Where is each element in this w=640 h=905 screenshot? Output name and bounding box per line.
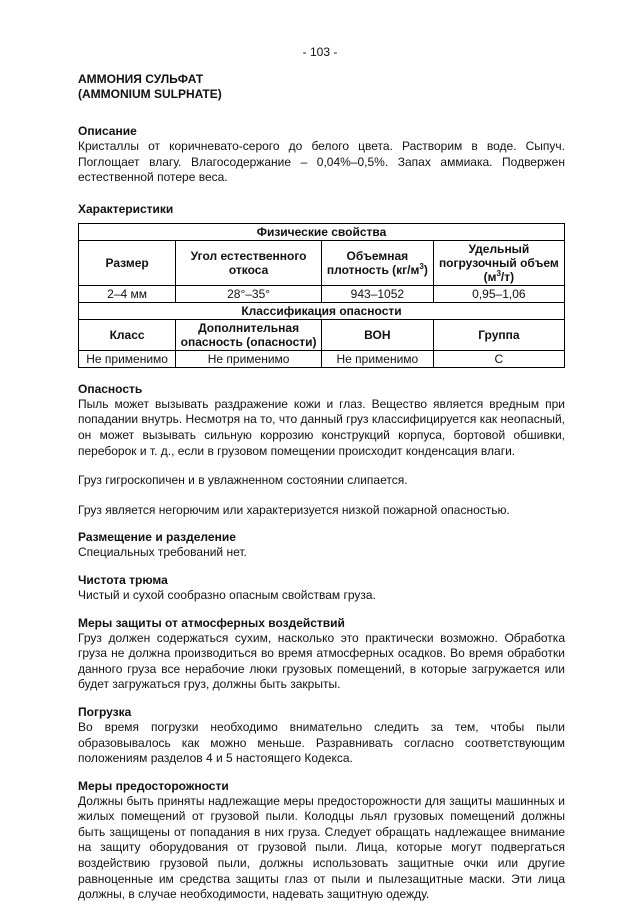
stowage-text: Специальных требований нет. bbox=[78, 545, 247, 560]
stowage-heading: Размещение и разделение bbox=[78, 530, 236, 545]
description-section bbox=[78, 124, 565, 186]
table-header: Дополнительная опасность (опасности) bbox=[176, 319, 322, 350]
table-cell: Не применимо bbox=[321, 350, 433, 367]
table-header: Удельный погрузочный объем $(м^3/т)$ bbox=[433, 240, 564, 285]
page-number: - 103 - bbox=[302, 45, 338, 59]
hazard-heading: Опасность bbox=[78, 381, 143, 396]
table-cell: Не применимо bbox=[79, 350, 176, 367]
table-header: Угол естественного откоса bbox=[176, 240, 322, 285]
cargo-title-english: (AMMONIUM SULPHATE) bbox=[78, 87, 222, 101]
table-header: ВОН bbox=[321, 319, 433, 350]
hazard-text: Груз является негорючим или характеризуется низкой пожарной опасностью. bbox=[78, 502, 510, 517]
table-cell: 2–4 мм bbox=[79, 285, 176, 302]
hazard-classification-title: Классификация опасности bbox=[79, 302, 565, 319]
precautions-heading: Меры предосторожности bbox=[78, 778, 229, 793]
hazard-text: Пыль может вызывать раздражение кожи и глаз. Вещество является вредным при попадании внутрь. Несмотря на то, что данный груз классифицируется как неопасный, он может вызывать сильную коррозию конструкций корпуса, бортовой обшивки, переборок и т. д., если в грузовом помещении происходит конденсация влаги. bbox=[78, 396, 565, 458]
weather-heading: Меры защиты от атмосферных воздействий bbox=[78, 615, 345, 630]
description-heading: Описание bbox=[78, 124, 137, 138]
hold-cleanliness-text: Чистый и сухой сообразно опасным свойствам груза. bbox=[78, 587, 376, 602]
hazard-text: Груз гигроскопичен и в увлажненном состоянии слипается. bbox=[78, 473, 408, 488]
precautions-section bbox=[78, 779, 565, 903]
stowage-section bbox=[78, 530, 565, 561]
characteristics-heading: Характеристики bbox=[78, 201, 174, 216]
table-cell: Не применимо bbox=[176, 350, 322, 367]
description-text: Кристаллы от коричневато-серого до белого цвета. Растворим в воде. Сыпуч. Поглощает влагу. Влагосодержание – 0,04%–0,5%. Запах аммиака. Подвержен естественной потере веса. bbox=[78, 139, 565, 185]
loading-text: Во время погрузки необходимо внимательно следить за тем, чтобы пыли образовывалось как можно меньше. Разравнивать согласно соответствующим положениям разделов 4 и 5 настоящего Кодекса. bbox=[78, 719, 565, 766]
table-header: Группа bbox=[433, 319, 564, 350]
loading-heading: Погрузка bbox=[78, 704, 132, 719]
table-header: Класс bbox=[79, 319, 176, 350]
characteristics-table bbox=[78, 223, 565, 368]
hold-cleanliness-section bbox=[78, 573, 565, 604]
document-body bbox=[78, 72, 565, 903]
table-header: Размер bbox=[79, 240, 176, 285]
weather-section bbox=[78, 616, 565, 693]
cargo-title: АММОНИЯ СУЛЬФАТ bbox=[78, 72, 204, 86]
table-cell: 943–1052 bbox=[321, 285, 433, 302]
table-cell: 28°–35° bbox=[176, 285, 322, 302]
hazard-section bbox=[78, 382, 565, 519]
weather-text: Груз должен содержаться сухим, насколько это практически возможно. Обработка груза не должна производиться во время атмосферных осадков. Во время обработки данного груза все нерабочие люки грузовых помещений, в которые загружается или будет загружаться груз, должны быть закрыты. bbox=[78, 630, 565, 692]
precautions-text: Должны быть приняты надлежащие меры предосторожности для защиты машинных и жилых помещений от грузовой пыли. Колодцы льял грузовых помещений должны быть защищены от попадания в них груза. Следует обращать надлежащее внимание на защиту оборудования от грузовой пыли. Лица, которые могут подвергаться воздействию грузовой пыли, должны использовать защитные очки или другие равноценные им средства защиты глаз от пыли и пылезащитные маски. Эти лица должны, в случае необходимости, надевать защитную одежду. bbox=[78, 793, 565, 902]
characteristics-section bbox=[78, 202, 565, 368]
hold-cleanliness-heading: Чистота трюма bbox=[78, 572, 168, 587]
table-cell: C bbox=[433, 350, 564, 367]
physical-properties-title: Физические свойства bbox=[79, 223, 565, 240]
table-header: Объемная плотность $(кг/м^3)$ bbox=[321, 240, 433, 285]
loading-section bbox=[78, 705, 565, 767]
table-cell: 0,95–1,06 bbox=[433, 285, 564, 302]
